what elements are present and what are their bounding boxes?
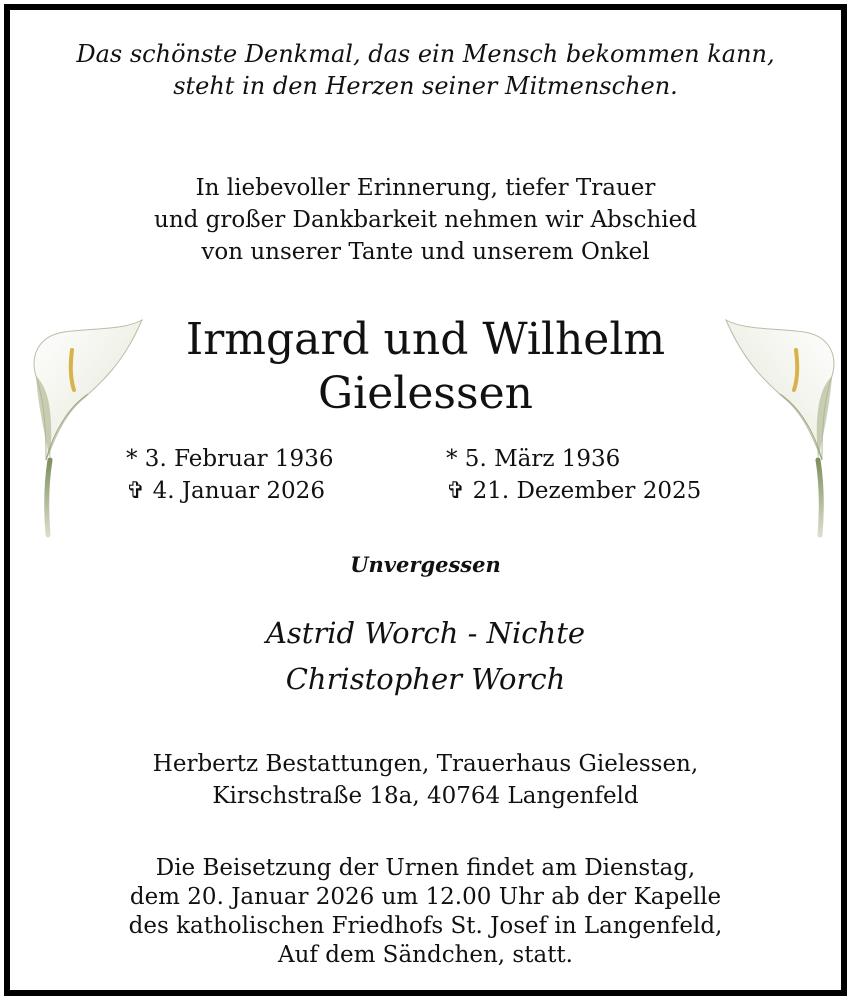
quote-line-2: steht in den Herzen seiner Mitmenschen. <box>173 72 678 100</box>
burial-line-3: des katholischen Friedhofs St. Josef in Langenfeld, <box>128 913 723 939</box>
wilhelm-dates <box>446 443 701 507</box>
intro-line-2: und großer Dankbarkeit nehmen wir Abschied <box>154 207 697 233</box>
mourner-1: Astrid Worch - Nichte <box>265 616 586 650</box>
surname: Gielessen <box>318 368 533 419</box>
mourners-list <box>10 610 841 702</box>
burial-line-4: Auf dem Sändchen, statt. <box>277 942 573 968</box>
first-names: Irmgard und Wilhelm <box>185 314 666 365</box>
irmgard-died: ✞ 4. Januar 2026 <box>126 478 325 504</box>
intro-line-3: von unserer Tante und unserem Onkel <box>201 239 650 265</box>
wilhelm-born: * 5. März 1936 <box>446 446 621 472</box>
unvergessen-heading: Unvergessen <box>350 552 501 577</box>
irmgard-born: * 3. Februar 1936 <box>126 446 334 472</box>
mourner-2: Christopher Worch <box>285 662 566 696</box>
wilhelm-died: ✞ 21. Dezember 2025 <box>446 478 702 504</box>
funeral-home-address <box>10 748 841 812</box>
irmgard-dates <box>126 443 333 507</box>
intro-line-1: In liebevoller Erinnerung, tiefer Trauer <box>195 175 656 201</box>
deceased-names <box>10 313 841 421</box>
funeral-home-line-1: Herbertz Bestattungen, Trauerhaus Gielessen, <box>152 751 699 777</box>
burial-line-2: dem 20. Januar 2026 um 12.00 Uhr ab der Kapelle <box>129 884 722 910</box>
burial-line-1: Die Beisetzung der Urnen findet am Dienstag, <box>155 855 696 881</box>
intro-text <box>10 172 841 268</box>
burial-notice <box>10 854 841 970</box>
funeral-home-line-2: Kirschstraße 18a, 40764 Langenfeld <box>212 783 639 809</box>
obituary-notice <box>4 4 847 996</box>
quote-line-1: Das schönste Denkmal, das ein Mensch bekommen kann, <box>76 40 775 68</box>
memorial-quote <box>10 38 841 102</box>
